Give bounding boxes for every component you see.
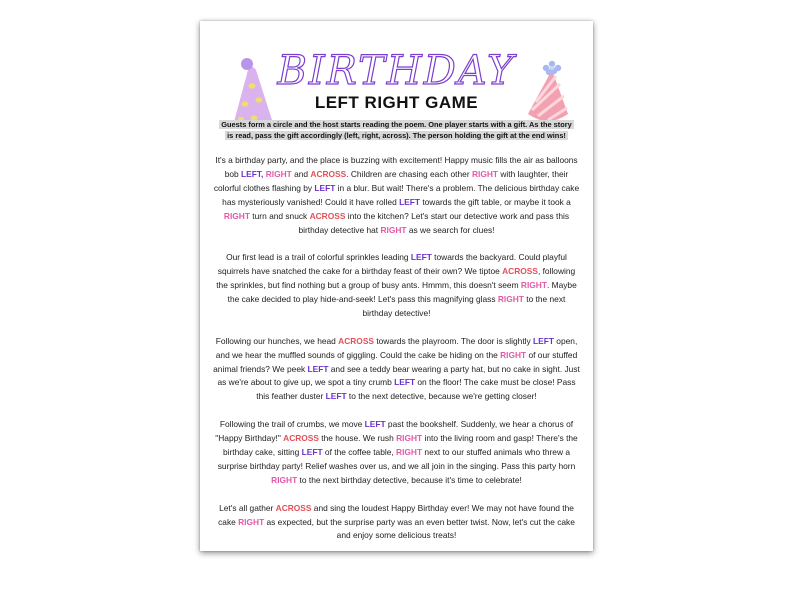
direction-word-right: RIGHT: [500, 349, 527, 360]
direction-word-right: RIGHT: [271, 474, 298, 485]
direction-word-right: RIGHT: [497, 294, 524, 305]
story-paragraph: [212, 335, 581, 405]
story-text-segment: past the bookshelf. Suddenly, we hear a chorus of "Happy Birthday!": [215, 419, 574, 444]
story-text-segment: towards the gift table, or maybe it took a: [420, 196, 571, 207]
direction-word-across: ACROSS: [502, 266, 538, 277]
story-text-segment: of the coffee table,: [322, 446, 397, 457]
story-text-segment: turn and snuck: [249, 210, 310, 221]
story-text-segment: and sing the loudest Happy Birthday ever! We may not have found the cake: [218, 502, 574, 527]
story-text-segment: in a blur. But wait! There's a problem. The delicious birthday cake has mysteriously vanished! Could it have rolled: [222, 182, 580, 207]
direction-word-left: LEFT: [314, 182, 336, 193]
direction-word-left: LEFT,: [241, 168, 264, 179]
story-text-segment: Following our hunches, we head: [215, 335, 339, 346]
story-text-segment: Let's all gather: [219, 502, 276, 513]
story-paragraph: [212, 418, 581, 488]
direction-word-left: LEFT: [394, 377, 416, 388]
story-text-segment: as we search for clues!: [406, 224, 495, 235]
direction-word-across: ACROSS: [309, 210, 346, 221]
page-title: LEFT RIGHT GAME: [314, 93, 479, 112]
story-text-segment: with laughter, their colorful clothes flashing by: [213, 168, 569, 193]
story-text-segment: towards the playroom. The door is slightly: [374, 335, 534, 346]
direction-word-right: RIGHT: [223, 210, 250, 221]
story-text-segment: as expected, but the surprise party was an even better twist. Now, let's cut the cake and enjoy some delicious treats!: [264, 516, 575, 541]
story-paragraph: [212, 251, 581, 321]
story-text-segment: on the floor! The cake must be close! Pass this feather duster: [256, 377, 576, 402]
direction-word-left: LEFT: [364, 419, 386, 430]
story-paragraph: [212, 154, 581, 237]
story-text-segment: to the next detective, because we're getting closer!: [346, 391, 537, 402]
direction-word-right: RIGHT: [520, 280, 547, 291]
instructions: [208, 120, 585, 141]
story-text-segment: the house. We rush: [318, 433, 397, 444]
direction-word-left: LEFT: [301, 446, 323, 457]
story-text-segment: . Maybe the cake decided to play hide-and-seek! Let's pass this magnifying glass: [227, 280, 577, 305]
story-text-segment: Our first lead is a trail of colorful sprinkles leading: [226, 252, 411, 263]
instructions-line: is read, pass the gift accordingly (left, right, across). The person holding the gift at the end wins!: [227, 130, 566, 140]
direction-word-across: ACROSS: [338, 335, 374, 346]
story-text-segment: Following the trail of crumbs, we move: [219, 419, 365, 430]
instructions-line: Guests form a circle and the host starts reading the poem. One player starts with a gift. As the story: [221, 120, 572, 129]
direction-word-left: LEFT: [533, 335, 554, 346]
direction-word-left: LEFT: [307, 363, 329, 374]
story-text-segment: into the kitchen? Let's start our detective work and pass this birthday detective hat: [298, 210, 570, 235]
story-text-segment: and see a teddy bear wearing a party hat, but no cake in sight. Just as we're about to give up, we spot a tiny crumb: [217, 363, 580, 388]
direction-word-left: LEFT: [399, 196, 420, 207]
direction-word-left: LEFT: [325, 391, 347, 402]
story-text-segment: . Children are chasing each other: [346, 168, 472, 179]
direction-word-across: ACROSS: [310, 168, 347, 179]
story-text: [212, 154, 581, 557]
story-text-segment: , following the sprinkles, but find nothing but a group of busy ants. Hmmm, this doesn't seem: [216, 266, 576, 291]
story-text-segment: towards the backyard. Could playful squirrels have snatched the cake for a birthday feast of their own? We tiptoe: [217, 252, 567, 277]
story-text-segment: It's a birthday party, and the place is buzzing with excitement! Happy music fills the air as balloons bob: [215, 155, 578, 179]
direction-word-right: RIGHT: [396, 433, 423, 444]
direction-word-across: ACROSS: [283, 433, 319, 444]
story-text-segment: open, and we hear the muffled sounds of giggling. Could the cake be hiding on the: [215, 335, 578, 360]
direction-word-left: LEFT: [410, 252, 432, 263]
direction-word-right: RIGHT: [396, 446, 423, 457]
story-text-segment: into the living room and gasp! There's the birthday cake, sitting: [223, 433, 578, 457]
story-paragraph: [212, 502, 581, 544]
direction-word-right: RIGHT: [380, 224, 407, 235]
game-sheet: [200, 21, 593, 551]
direction-word-right: RIGHT: [265, 168, 292, 179]
direction-word-right: RIGHT: [238, 516, 265, 527]
story-text-segment: and: [291, 168, 311, 179]
direction-word-right: RIGHT: [471, 168, 498, 179]
title-script: BIRTHDAY: [277, 48, 516, 94]
story-text-segment: to the next birthday detective, because it's time to celebrate!: [297, 474, 522, 485]
story-text-segment: to the next birthday detective!: [362, 294, 566, 318]
story-text-segment: of our stuffed animal friends? We peek: [213, 349, 578, 374]
story-text-segment: next to our stuffed animals who threw a surprise birthday party! Relief washes over us, and we all join in the singing. Pass this party horn: [217, 446, 576, 471]
direction-word-across: ACROSS: [275, 502, 312, 513]
